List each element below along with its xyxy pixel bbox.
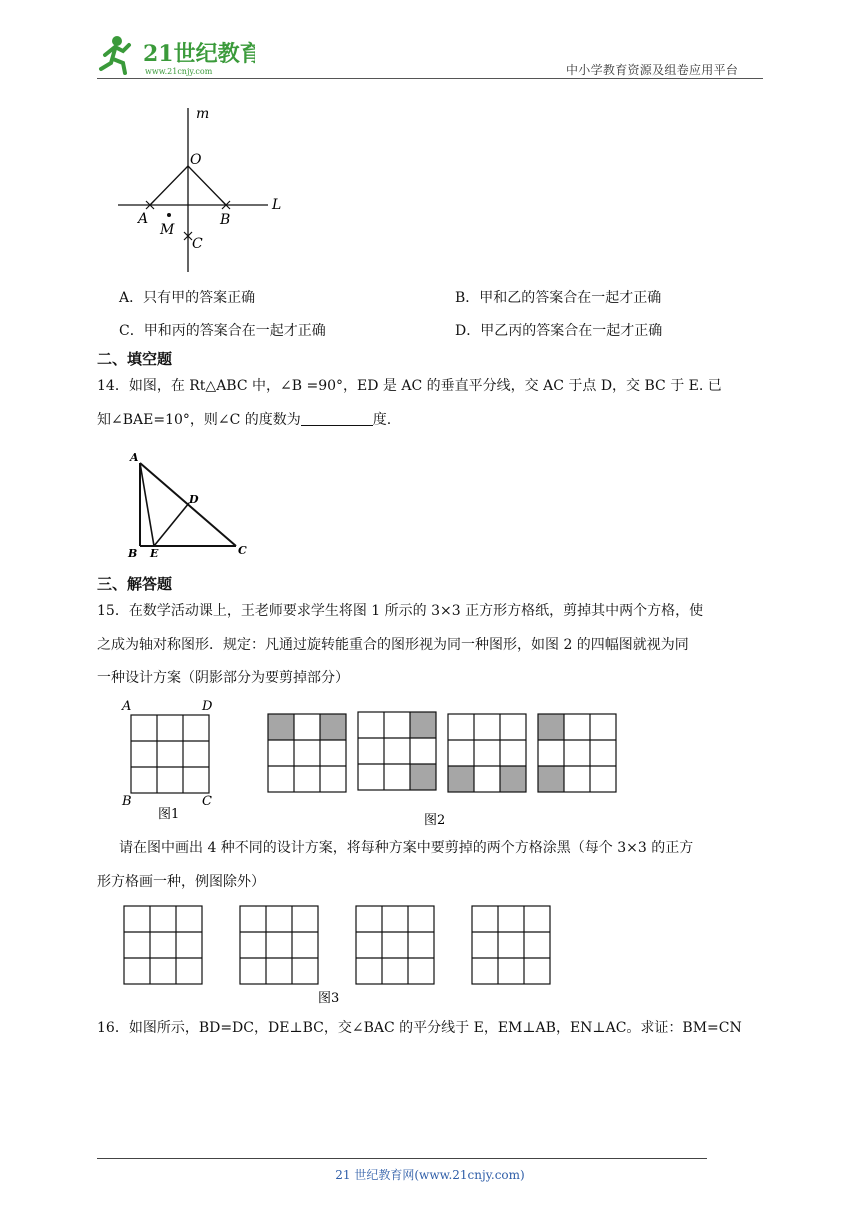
label-b: B (128, 547, 138, 560)
q14-figure (122, 447, 257, 566)
logo-text: 21世纪教育 (143, 41, 255, 67)
label-m: m (196, 106, 210, 122)
site-logo (95, 33, 255, 79)
runner-logo-icon (95, 33, 255, 79)
label-a: A (122, 699, 132, 714)
label-d: D (202, 699, 213, 714)
q14-answer-blank[interactable] (301, 412, 373, 426)
footer-link[interactable]: 21 世纪教育网(www.21cnjy.com) (335, 1168, 525, 1182)
header-platform-text: 中小学教育资源及组卷应用平台 (566, 63, 739, 77)
q15-figure-1 (118, 697, 223, 826)
q14-text-before-blank: 知∠BAE=10°，则∠C 的度数为 (97, 412, 301, 428)
q14-line-2 (97, 410, 391, 430)
q14-text-after-blank: 度. (372, 412, 392, 428)
fig3-caption: 图3 (318, 991, 340, 1006)
label-b: B (122, 794, 132, 809)
q15-line-3: 一种设计方案（阴影部分为要剪掉部分） (97, 670, 349, 686)
q13-option-d: D．甲乙丙的答案合在一起才正确 (455, 323, 663, 339)
footer-divider (97, 1158, 707, 1159)
q15-figure-3 (118, 900, 558, 1012)
label-c: C (192, 236, 203, 252)
section-fill-in-title: 二、填空题 (97, 350, 173, 368)
label-c: C (238, 544, 247, 557)
q14-line-1: 14．如图，在 Rt△ABC 中，∠B =90°，ED 是 AC 的垂直平分线，交 AC 于点 D，交 BC 于 E. 已 (97, 378, 722, 394)
label-c: C (202, 794, 212, 809)
label-a: A (138, 211, 149, 227)
label-l: L (272, 197, 282, 213)
q13-option-b: B．甲和乙的答案合在一起才正确 (455, 290, 662, 306)
header-divider (97, 78, 763, 79)
q13-option-c: C．甲和丙的答案合在一起才正确 (119, 323, 326, 339)
label-d: D (189, 493, 199, 506)
q15-instruction-line-1: 请在图中画出 4 种不同的设计方案，将每种方案中要剪掉的两个方格涂黑（每个 3×3 的正方 (119, 840, 694, 856)
label-o: O (190, 152, 202, 168)
section-solve-title: 三、解答题 (97, 575, 173, 593)
q13-figure (110, 102, 290, 281)
label-a: A (130, 451, 139, 464)
q16-line-1: 16．如图所示，BD=DC，DE⊥BC，交∠BAC 的平分线于 E，EM⊥AB，EN⊥AC。求证：BM=CN (97, 1020, 742, 1036)
label-e: E (150, 547, 159, 560)
q13-option-a: A．只有甲的答案正确 (119, 290, 256, 306)
q15-line-2: 之成为轴对称图形．规定：凡通过旋转能重合的图形视为同一种图形，如图 2 的四幅图就视为同 (97, 637, 689, 653)
q15-instruction-line-2: 形方格画一种，例图除外） (97, 874, 265, 890)
fig1-caption: 图1 (158, 807, 180, 822)
q15-figure-2 (262, 708, 622, 834)
logo-url: www.21cnjy.com (145, 67, 213, 76)
q15-line-1: 15．在数学活动课上，王老师要求学生将图 1 所示的 3×3 正方形方格纸，剪掉其中两个方格，使 (97, 603, 704, 619)
label-b: B (220, 212, 231, 228)
fig2-caption: 图2 (424, 813, 446, 828)
label-m-point: M (160, 222, 175, 238)
